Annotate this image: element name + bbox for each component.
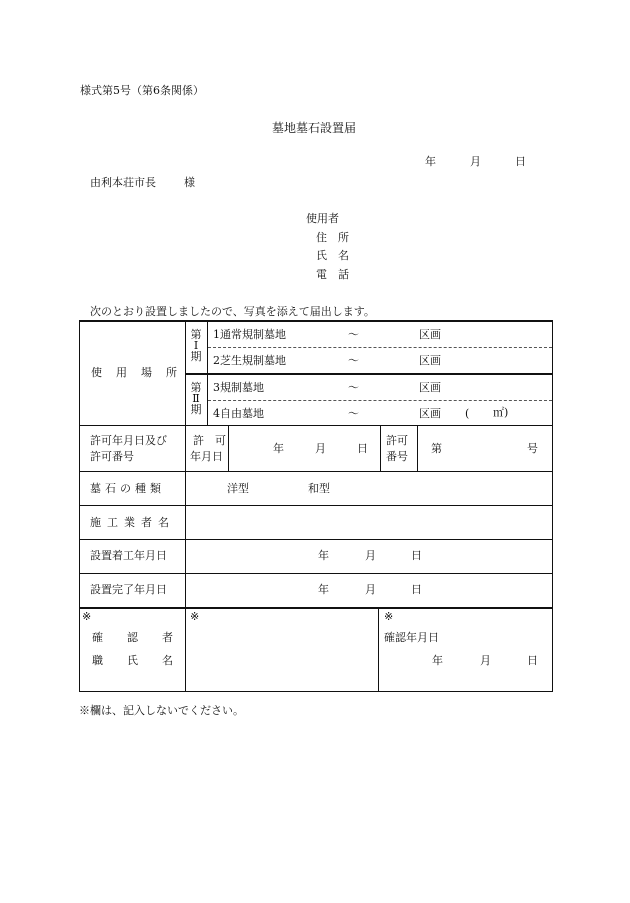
- confirm-date-label: 確認年月日: [384, 631, 439, 644]
- confirmer-label-line2: [92, 654, 197, 668]
- location-row-2-unit: 区画: [419, 354, 441, 367]
- confirmer-label-line1: [92, 631, 197, 645]
- location-label-text: 使用場所: [91, 366, 191, 379]
- applicant-label: 使用者: [306, 212, 339, 225]
- location-row-2-name: 2芝生規制墓地: [213, 354, 286, 367]
- stone-type-japanese: 和型: [308, 482, 330, 495]
- contractor-label: 施工業者名: [90, 516, 175, 529]
- location-row-1-unit: 区画: [419, 328, 441, 341]
- confirm-date-year: 年: [432, 654, 443, 667]
- end-date-month: 月: [365, 583, 376, 596]
- office-mark-1: ※: [82, 610, 92, 623]
- start-date-month: 月: [365, 549, 376, 562]
- footnote: ※欄は、記入しないでください。: [79, 704, 244, 717]
- date-year: 年: [425, 155, 436, 168]
- addressee-honorific: 様: [184, 176, 195, 189]
- location-label: [91, 366, 191, 380]
- location-row-1-tilde: ～: [348, 328, 359, 341]
- permit-label-line1: 許可年月日及び: [90, 434, 167, 447]
- area-unit: ㎡): [493, 406, 509, 419]
- applicant-name-label: 氏 名: [316, 249, 349, 262]
- permit-day: 日: [357, 442, 368, 455]
- permit-month: 月: [315, 442, 326, 455]
- permit-date-label-line1: 許 可: [193, 434, 226, 447]
- permit-number-label-line1: 許可: [386, 434, 408, 447]
- area-open-paren: (: [465, 407, 470, 420]
- form-number: 様式第5号（第6条関係）: [80, 84, 204, 97]
- office-mark-2: ※: [190, 610, 200, 623]
- period2-label: 第Ⅱ期: [190, 381, 202, 416]
- permit-date-label-line2: 年月日: [190, 450, 223, 463]
- location-row-4-tilde: ～: [348, 407, 359, 420]
- start-date-year: 年: [318, 549, 329, 562]
- permit-label-line2: 許可番号: [90, 450, 134, 463]
- permit-number-suffix: 号: [527, 442, 538, 455]
- date-day: 日: [515, 155, 526, 168]
- location-row-1-name: 1通常規制墓地: [213, 328, 286, 341]
- confirm-date-month: 月: [480, 654, 491, 667]
- permit-number-label-line2: 番号: [386, 450, 408, 463]
- location-row-3-tilde: ～: [348, 381, 359, 394]
- applicant-address-label: 住 所: [316, 231, 349, 244]
- intro-text: 次のとおり設置しましたので、写真を添えて届出します。: [90, 305, 375, 318]
- location-row-3-name: 3規制墓地: [213, 381, 264, 394]
- date-month: 月: [470, 155, 481, 168]
- addressee-name: 由利本荘市長: [90, 176, 156, 189]
- stone-type-western: 洋型: [227, 482, 249, 495]
- period1-label: 第Ⅰ期: [190, 328, 202, 363]
- location-row-3-unit: 区画: [419, 381, 441, 394]
- location-row-2-tilde: ～: [348, 354, 359, 367]
- start-date-label: 設置着工年月日: [90, 549, 167, 562]
- confirmer-label-line1-text: 確認者: [92, 631, 197, 644]
- location-row-4-unit: 区画: [419, 407, 441, 420]
- stone-type-label: 墓石の種類: [90, 482, 165, 495]
- end-date-day: 日: [411, 583, 422, 596]
- end-date-label: 設置完了年月日: [90, 583, 167, 596]
- applicant-phone-label: 電 話: [316, 268, 349, 281]
- end-date-year: 年: [318, 583, 329, 596]
- start-date-day: 日: [411, 549, 422, 562]
- office-mark-3: ※: [384, 610, 394, 623]
- permit-number-prefix: 第: [431, 442, 442, 455]
- confirmer-label-line2-text: 職氏名: [92, 654, 197, 667]
- location-row-4-name: 4自由墓地: [213, 407, 264, 420]
- confirm-date-day: 日: [527, 654, 538, 667]
- permit-year: 年: [273, 442, 284, 455]
- document-title: 墓地墓石設置届: [272, 121, 357, 135]
